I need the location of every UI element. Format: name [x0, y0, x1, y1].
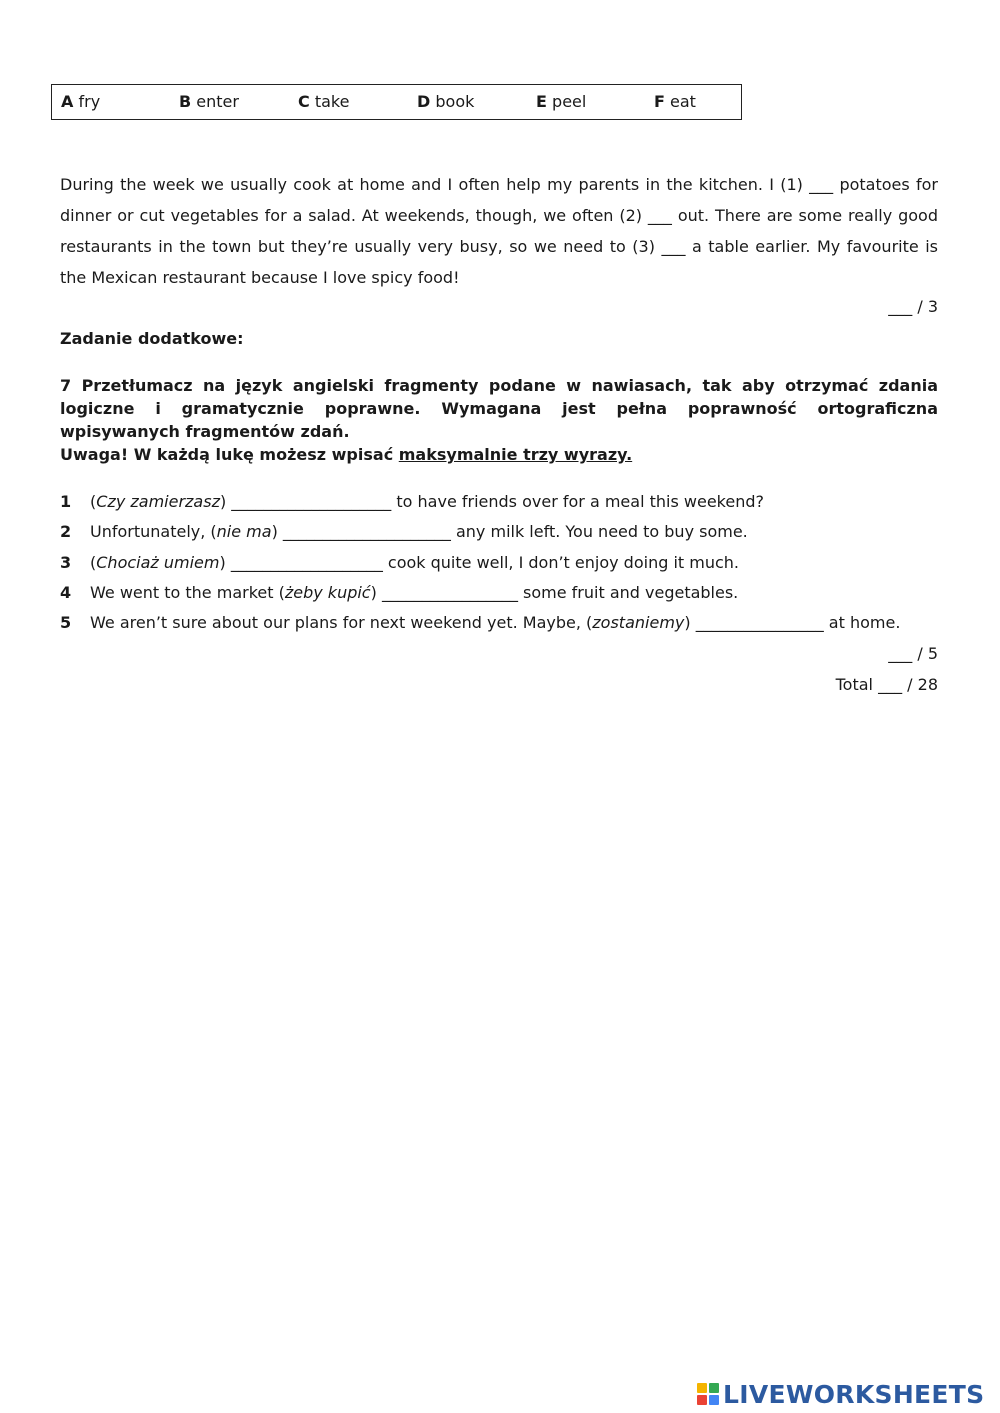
logo-text: LIVEWORKSHEETS	[723, 1379, 985, 1409]
list-item	[60, 551, 938, 581]
task-7-instruction-text: 7 Przetłumacz na język angielski fragmenty podane w nawiasach, tak aby otrzymać zdania logiczne i gramatycznie poprawne. Wymagana jest pełna poprawność ortograficzna wpisywanych fragmentów zdań.	[60, 376, 938, 441]
word-option: F eat	[654, 92, 696, 111]
word-option: B enter	[179, 92, 239, 111]
list-item	[60, 490, 938, 520]
logo-tile-icon	[697, 1383, 707, 1393]
item-text: Unfortunately, (nie ma) _____________________ any milk left. You need to buy some.	[90, 522, 748, 542]
extra-task-heading: Zadanie dodatkowe:	[60, 329, 244, 348]
logo-icon	[697, 1383, 719, 1405]
liveworksheets-logo	[697, 1377, 984, 1411]
task-7-instruction	[60, 374, 938, 466]
item-number: 4	[60, 582, 72, 602]
list-item	[60, 581, 938, 611]
logo-tile-icon	[697, 1395, 707, 1405]
logo-tile-icon	[709, 1383, 719, 1393]
list-item	[60, 520, 938, 550]
item-number: 1	[60, 492, 72, 511]
task-7-note: Uwaga! W każdą lukę możesz wpisać maksymalnie trzy wyrazy.	[60, 445, 633, 464]
gap-fill-paragraph: During the week we usually cook at home and I often help my parents in the kitchen. I (1) ___ potatoes for dinner or cut vegetables for a salad. At weekends, though, we often (2) ___ out. There are some really good restaurants in the town but they’re usually very busy, so we need to (3) ___ a table earlier. My favourite is the Mexican restaurant because I love spicy food!	[60, 175, 938, 287]
translation-items-list	[60, 490, 938, 641]
word-option: C take	[298, 92, 350, 111]
logo-tile-icon	[709, 1395, 719, 1405]
score-task-6: ___ / 3	[888, 297, 938, 316]
word-option: E peel	[536, 92, 587, 111]
word-options-box	[51, 84, 742, 120]
item-number: 5	[60, 613, 72, 633]
item-text: (Chociaż umiem) ___________________ cook quite well, I don’t enjoy doing it much.	[90, 552, 739, 572]
item-text: We went to the market (żeby kupić) _________________ some fruit and vegetables.	[90, 582, 739, 602]
item-number: 3	[60, 552, 72, 572]
score-task-7: ___ / 5	[888, 644, 938, 663]
list-item	[60, 611, 938, 641]
item-number: 2	[60, 522, 72, 542]
word-option: A fry	[61, 92, 101, 111]
total-score: Total ___ / 28	[835, 675, 938, 694]
task-7-note-underlined: maksymalnie trzy wyrazy.	[398, 445, 633, 464]
item-text: (Czy zamierzasz) ____________________ to have friends over for a meal this weekend?	[90, 492, 764, 511]
word-option: D book	[417, 92, 475, 111]
item-text: We aren’t sure about our plans for next weekend yet. Maybe, (zostaniemy) ________________ at home.	[90, 613, 901, 633]
